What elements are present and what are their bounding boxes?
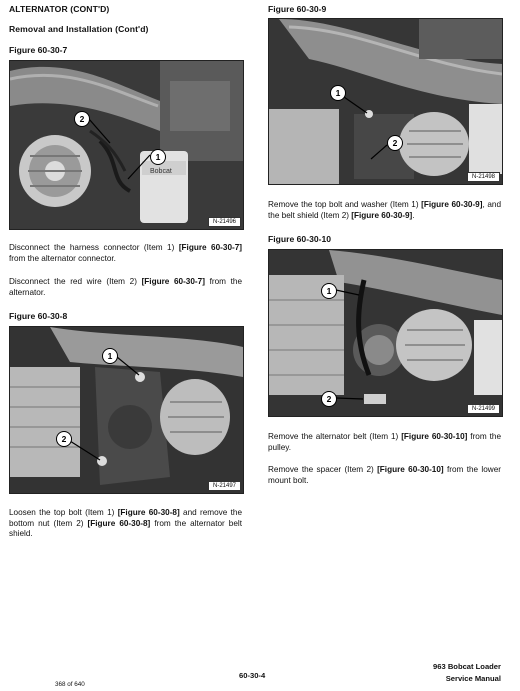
callout-1: 1 — [102, 348, 118, 364]
paragraph-4: Remove the top bolt and washer (Item 1) [Figure 60-30-9], and the belt shield (Item 2) [Figure 60-30-9]. — [268, 200, 501, 220]
paragraph-1: Disconnect the harness connector (Item 1) [Figure 60-30-7] from the alternator connector. — [9, 243, 243, 263]
figure-ref[interactable]: [Figure 60-30-10] — [377, 465, 444, 474]
figure-photo-8 — [9, 326, 244, 494]
section-title: ALTERNATOR (CONT'D) — [9, 4, 110, 14]
figure-photo-7 — [9, 60, 244, 230]
figure-label-7: Figure 60-30-7 — [9, 45, 68, 55]
page-counter: 368 of 640 — [55, 681, 85, 688]
paragraph-6: Remove the spacer (Item 2) [Figure 60-30-10] from the lower mount bolt. — [268, 465, 501, 485]
callout-2: 2 — [387, 135, 403, 151]
figure-ref[interactable]: [Figure 60-30-7] — [178, 243, 243, 252]
paragraph-3: Loosen the top bolt (Item 1) [Figure 60-30-8] and remove the bottom nut (Item 2) [Figure 60-30-8] from the alternator belt shield. — [9, 508, 243, 539]
subsection-title: Removal and Installation (Cont'd) — [9, 24, 149, 34]
figure-ref[interactable]: [Figure 60-30-9] — [421, 200, 483, 209]
figure-code-8: N-21497 — [208, 481, 241, 491]
figure-ref[interactable]: [Figure 60-30-9] — [351, 210, 413, 220]
figure-ref[interactable]: [Figure 60-30-8] — [87, 518, 151, 528]
callout-1: 1 — [330, 85, 346, 101]
figure-label-8: Figure 60-30-8 — [9, 311, 68, 321]
manual-subtitle: Service Manual — [445, 674, 501, 683]
paragraph-5: Remove the alternator belt (Item 1) [Figure 60-30-10] from the pulley. — [268, 432, 501, 452]
figure-photo-9 — [268, 18, 503, 185]
figure-ref[interactable]: [Figure 60-30-7] — [141, 277, 205, 286]
figure-code-7: N-21496 — [208, 217, 241, 227]
figure-code-10: N-21499 — [467, 404, 500, 414]
figure-label-10: Figure 60-30-10 — [268, 234, 332, 244]
callout-1: 1 — [150, 149, 166, 165]
figure-photo-10 — [268, 249, 503, 417]
figure-ref[interactable]: [Figure 60-30-10] — [401, 432, 468, 441]
callout-1: 1 — [321, 283, 337, 299]
figure-ref[interactable]: [Figure 60-30-8] — [117, 508, 180, 517]
page-number: 60-30-4 — [239, 671, 266, 680]
figure-label-9: Figure 60-30-9 — [268, 4, 327, 14]
figure-code-9: N-21498 — [467, 172, 500, 182]
manual-title: 963 Bobcat Loader — [433, 662, 501, 671]
callout-2: 2 — [321, 391, 337, 407]
callout-2: 2 — [74, 111, 90, 127]
svg-text:Bobcat: Bobcat — [150, 168, 172, 175]
callout-2: 2 — [56, 431, 72, 447]
paragraph-2: Disconnect the red wire (Item 2) [Figure 60-30-7] from the alternator. — [9, 277, 243, 297]
